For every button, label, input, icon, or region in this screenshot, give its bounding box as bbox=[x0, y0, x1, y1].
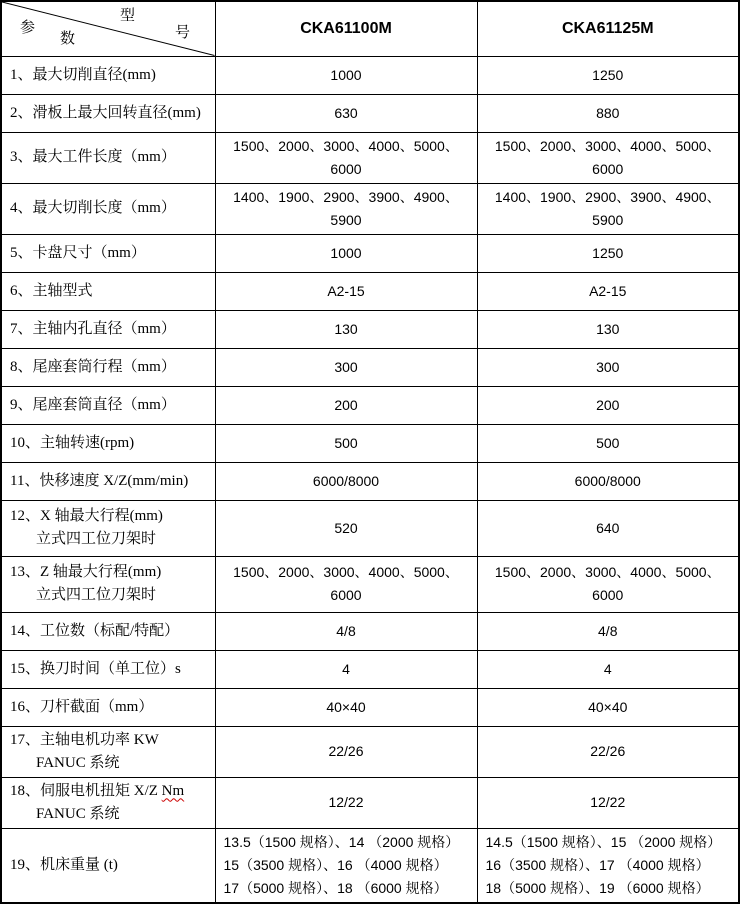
value-cell-cka61100m: 1500、2000、3000、4000、5000、6000 bbox=[215, 132, 477, 183]
param-label-cell bbox=[1, 556, 215, 612]
corner-param-char-2: 数 bbox=[60, 31, 76, 47]
value-line: 14.5（1500 规格）、15 （2000 规格） bbox=[485, 833, 722, 850]
table-header bbox=[1, 1, 739, 56]
param-label-line: 14、工位数（标配/特配） bbox=[10, 622, 180, 639]
param-label-cell bbox=[1, 688, 215, 726]
param-label-line: 7、主轴内孔直径（mm） bbox=[10, 320, 176, 337]
corner-param-char-1: 参 bbox=[20, 20, 36, 36]
spec-row bbox=[1, 56, 739, 94]
value-cell-cka61125m: 130 bbox=[477, 310, 739, 348]
spec-row bbox=[1, 726, 739, 777]
value-cell-cka61100m: 1000 bbox=[215, 234, 477, 272]
param-label-cell bbox=[1, 650, 215, 688]
param-label-cell bbox=[1, 348, 215, 386]
value-cell-cka61100m: 1000 bbox=[215, 56, 477, 94]
spec-row bbox=[1, 500, 739, 556]
param-label-line: 9、尾座套筒直径（mm） bbox=[10, 396, 176, 413]
spec-row bbox=[1, 650, 739, 688]
param-label-line: FANUC 系统 bbox=[36, 805, 120, 822]
spec-row bbox=[1, 612, 739, 650]
param-label-cell bbox=[1, 56, 215, 94]
value-line: 18（5000 规格）、19 （6000 规格） bbox=[485, 879, 710, 896]
param-label-cell bbox=[1, 272, 215, 310]
spec-row bbox=[1, 132, 739, 183]
value-cell-cka61100m: A2-15 bbox=[215, 272, 477, 310]
spec-row bbox=[1, 234, 739, 272]
param-label-line: 10、主轴转速(rpm) bbox=[10, 434, 135, 451]
misspelling-wavy-underline: Nm bbox=[161, 782, 185, 799]
value-cell-cka61125m: 4 bbox=[477, 650, 739, 688]
value-cell-cka61100m: 1500、2000、3000、4000、5000、6000 bbox=[215, 556, 477, 612]
param-label-cell bbox=[1, 612, 215, 650]
value-cell-cka61100m: 1400、1900、2900、3900、4900、5900 bbox=[215, 183, 477, 234]
corner-model-char-2: 号 bbox=[175, 25, 191, 41]
corner-diagonal-inner bbox=[2, 2, 215, 56]
param-label-cell bbox=[1, 462, 215, 500]
column-header-cka61125m: CKA61125M bbox=[477, 1, 739, 56]
param-label-line: 1、最大切削直径(mm) bbox=[10, 66, 156, 83]
value-cell-cka61100m: 630 bbox=[215, 94, 477, 132]
value-cell-cka61125m: 40×40 bbox=[477, 688, 739, 726]
spec-row bbox=[1, 462, 739, 500]
value-cell-cka61100m: 300 bbox=[215, 348, 477, 386]
value-line: 13.5（1500 规格）、14 （2000 规格） bbox=[223, 833, 460, 850]
param-label-line: 4、最大切削长度（mm） bbox=[10, 200, 176, 216]
spec-row bbox=[1, 556, 739, 612]
value-cell-cka61100m: 200 bbox=[215, 386, 477, 424]
param-label-line: 3、最大工件长度（mm） bbox=[10, 149, 176, 165]
param-label-line: 11、快移速度 X/Z(mm/min) bbox=[10, 472, 189, 489]
param-label-line: 17、主轴电机功率 KW bbox=[10, 731, 159, 748]
value-cell-cka61100m: 6000/8000 bbox=[215, 462, 477, 500]
param-label-line: 8、尾座套筒行程（mm） bbox=[10, 358, 176, 375]
corner-diagonal-cell bbox=[1, 1, 215, 56]
spec-row bbox=[1, 777, 739, 828]
spec-row bbox=[1, 348, 739, 386]
spec-row bbox=[1, 183, 739, 234]
spec-row bbox=[1, 94, 739, 132]
value-cell-cka61100m: 22/26 bbox=[215, 726, 477, 777]
value-cell-cka61125m: 1250 bbox=[477, 234, 739, 272]
value-cell-cka61125m: 4/8 bbox=[477, 612, 739, 650]
table-body bbox=[1, 56, 739, 903]
value-cell-cka61100m: 500 bbox=[215, 424, 477, 462]
param-label-cell bbox=[1, 777, 215, 828]
param-label-line: 13、Z 轴最大行程(mm) bbox=[10, 564, 162, 580]
param-label-cell bbox=[1, 500, 215, 556]
value-cell-cka61125m: 12/22 bbox=[477, 777, 739, 828]
spec-row bbox=[1, 424, 739, 462]
param-label-line: 立式四工位刀架时 bbox=[36, 587, 157, 603]
value-cell-cka61125m: 1250 bbox=[477, 56, 739, 94]
param-label-line: 12、X 轴最大行程(mm) bbox=[10, 508, 163, 524]
value-line: 16（3500 规格）、17 （4000 规格） bbox=[485, 856, 710, 873]
value-cell-cka61125m: 200 bbox=[477, 386, 739, 424]
spec-row bbox=[1, 828, 739, 903]
value-cell-cka61100m: 130 bbox=[215, 310, 477, 348]
param-label-cell bbox=[1, 132, 215, 183]
param-label-line: 6、主轴型式 bbox=[10, 282, 93, 299]
value-cell-cka61125m: 1500、2000、3000、4000、5000、6000 bbox=[477, 556, 739, 612]
spec-row bbox=[1, 386, 739, 424]
value-cell-cka61125m: 22/26 bbox=[477, 726, 739, 777]
param-label-line: FANUC 系统 bbox=[36, 754, 120, 771]
param-label-line: 5、卡盘尺寸（mm） bbox=[10, 244, 146, 261]
param-label-line: 立式四工位刀架时 bbox=[36, 531, 157, 547]
column-header-cka61100m: CKA61100M bbox=[215, 1, 477, 56]
header-row bbox=[1, 1, 739, 56]
param-label-cell bbox=[1, 424, 215, 462]
value-cell-cka61100m: 4 bbox=[215, 650, 477, 688]
value-cell-cka61125m: 500 bbox=[477, 424, 739, 462]
spec-row bbox=[1, 310, 739, 348]
value-cell-cka61125m: 300 bbox=[477, 348, 739, 386]
value-cell-cka61100m: 12/22 bbox=[215, 777, 477, 828]
value-cell-cka61125m: 6000/8000 bbox=[477, 462, 739, 500]
param-label-line: 18、伺服电机扭矩 X/Z Nm bbox=[10, 782, 185, 799]
value-cell-cka61125m bbox=[477, 828, 739, 903]
value-cell-cka61100m bbox=[215, 828, 477, 903]
value-cell-cka61100m: 40×40 bbox=[215, 688, 477, 726]
param-label-cell bbox=[1, 828, 215, 903]
value-cell-cka61125m: 640 bbox=[477, 500, 739, 556]
param-label-line: 16、刀杆截面（mm） bbox=[10, 698, 154, 715]
param-label-line: 2、滑板上最大回转直径(mm) bbox=[10, 104, 201, 121]
param-label-cell bbox=[1, 726, 215, 777]
param-label-cell bbox=[1, 310, 215, 348]
value-line: 15（3500 规格）、16 （4000 规格） bbox=[223, 856, 448, 873]
value-cell-cka61125m: 880 bbox=[477, 94, 739, 132]
spec-row bbox=[1, 272, 739, 310]
param-label-line: 15、换刀时间（单工位）s bbox=[10, 660, 181, 677]
param-label-cell bbox=[1, 386, 215, 424]
value-line: 17（5000 规格）、18 （6000 规格） bbox=[223, 879, 448, 896]
param-label-line: 19、机床重量 (t) bbox=[10, 856, 118, 873]
value-cell-cka61100m: 520 bbox=[215, 500, 477, 556]
corner-model-char-1: 型 bbox=[120, 8, 136, 24]
value-cell-cka61125m: 1500、2000、3000、4000、5000、6000 bbox=[477, 132, 739, 183]
param-label-cell bbox=[1, 94, 215, 132]
spec-row bbox=[1, 688, 739, 726]
value-cell-cka61125m: A2-15 bbox=[477, 272, 739, 310]
param-label-cell bbox=[1, 183, 215, 234]
value-cell-cka61100m: 4/8 bbox=[215, 612, 477, 650]
param-label-cell bbox=[1, 234, 215, 272]
value-cell-cka61125m: 1400、1900、2900、3900、4900、5900 bbox=[477, 183, 739, 234]
